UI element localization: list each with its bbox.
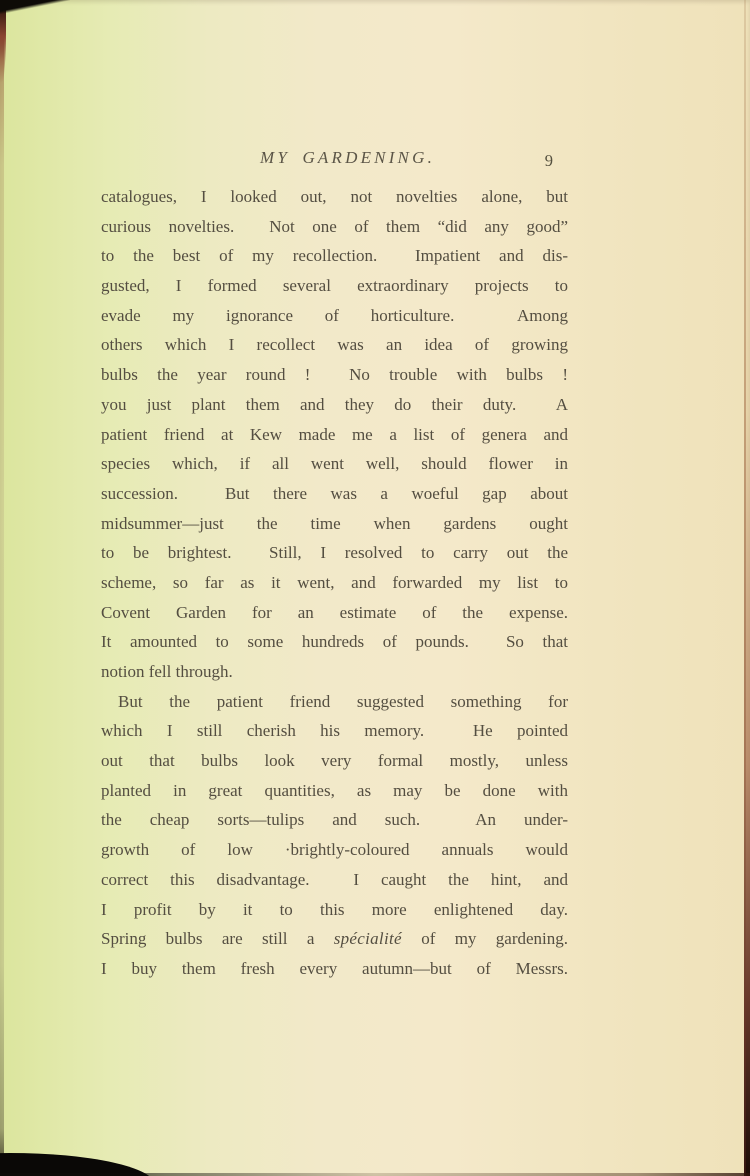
page-right-edge (746, 0, 750, 1176)
page-left-edge (0, 0, 4, 1176)
text-line: correct this disadvantage. I caught the hint, and (101, 869, 568, 889)
text-line: But the patient friend suggested something for (118, 691, 568, 711)
text-line: curious novelties. Not one of them “did any good” (101, 216, 568, 236)
text-line: Spring bulbs are still a spécialité of my gardening. (101, 929, 568, 949)
text-line: which I still cherish his memory. He pointed (101, 721, 568, 741)
text-line: species which, if all went well, should flower in (101, 454, 568, 474)
page-title: MY GARDENING. (259, 148, 436, 167)
text-line: others which I recollect was an idea of growing (101, 335, 568, 355)
paragraph (101, 182, 568, 687)
text-line: It amounted to some hundreds of pounds. So that (101, 632, 568, 652)
text-line: midsummer—just the time when gardens ought (101, 513, 568, 533)
text-line: out that bulbs look very formal mostly, unless (101, 751, 568, 771)
text-line: growth of low ·brightly-coloured annuals would (101, 840, 568, 860)
paragraph (101, 687, 568, 984)
running-header (101, 147, 568, 171)
text-line: gusted, I formed several extraordinary projects to (101, 276, 568, 296)
binding-edge-smudge (0, 5, 6, 83)
text-line: I profit by it to this more enlightened day. (101, 899, 568, 919)
top-left-binding-shadow (0, 0, 70, 14)
text-line: notion fell through. (101, 662, 233, 681)
text-line: patient friend at Kew made me a list of genera and (101, 424, 568, 444)
text-block (101, 182, 568, 984)
text-line: planted in great quantities, as may be done with (101, 780, 568, 800)
text-line: to the best of my recollection. Impatient and dis- (101, 246, 568, 266)
text-line: you just plant them and they do their duty. A (101, 394, 568, 414)
text-line: I buy them fresh every autumn—but of Messrs. (101, 958, 568, 978)
text-line: scheme, so far as it went, and forwarded my list to (101, 572, 568, 592)
page-number: 9 (544, 151, 553, 170)
text-line: to be brightest. Still, I resolved to carry out the (101, 543, 568, 563)
text-line: evade my ignorance of horticulture. Among (101, 305, 568, 325)
text-line: the cheap sorts—tulips and such. An under- (101, 810, 568, 830)
text-line: succession. But there was a woeful gap about (101, 483, 568, 503)
text-line: Covent Garden for an estimate of the expense. (101, 602, 568, 622)
text-line: catalogues, I looked out, not novelties alone, but (101, 187, 568, 206)
text-line: bulbs the year round ! No trouble with bulbs ! (101, 365, 568, 385)
